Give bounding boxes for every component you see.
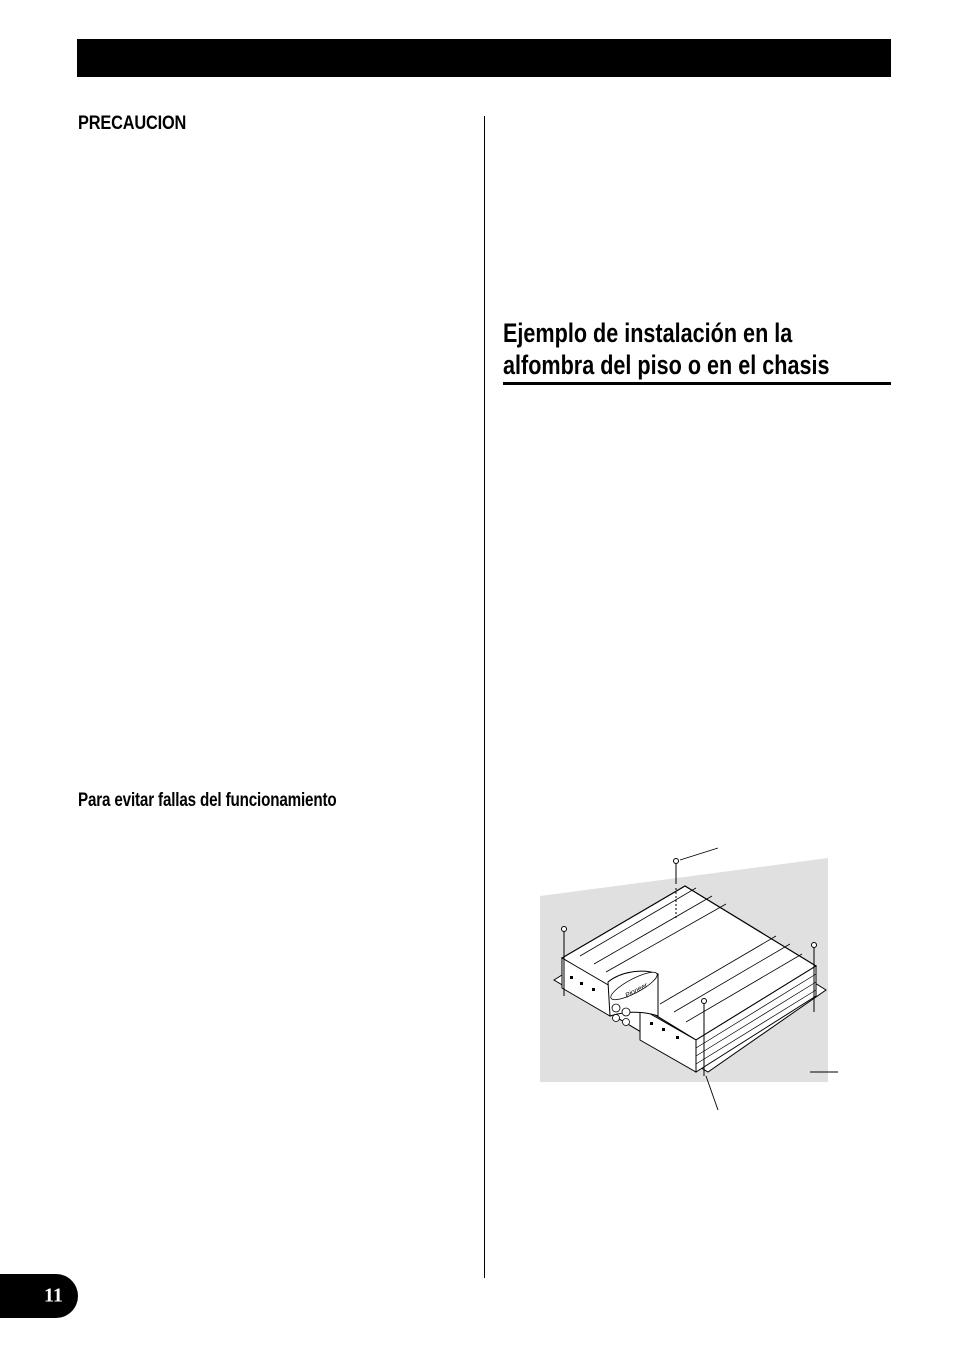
logo-text: Pioneer [624, 982, 649, 1000]
section-title-line-2: alfombra del piso o en el chasis [503, 350, 830, 380]
section-title-line-1: Ejemplo de instalación en la [503, 318, 793, 348]
page-number-tab [0, 1274, 78, 1318]
installation-figure [530, 840, 850, 1110]
heading-evitar-fallas: Para evitar fallas del funcionamiento [78, 790, 337, 811]
section-title [503, 317, 847, 381]
header-bar [77, 39, 891, 77]
page-number: 11 [44, 1284, 63, 1307]
column-divider [484, 116, 485, 1278]
heading-precaucion: PRECAUCION [78, 113, 187, 134]
section-title-rule [503, 382, 891, 385]
amplifier-mounting-illustration [530, 840, 850, 1110]
